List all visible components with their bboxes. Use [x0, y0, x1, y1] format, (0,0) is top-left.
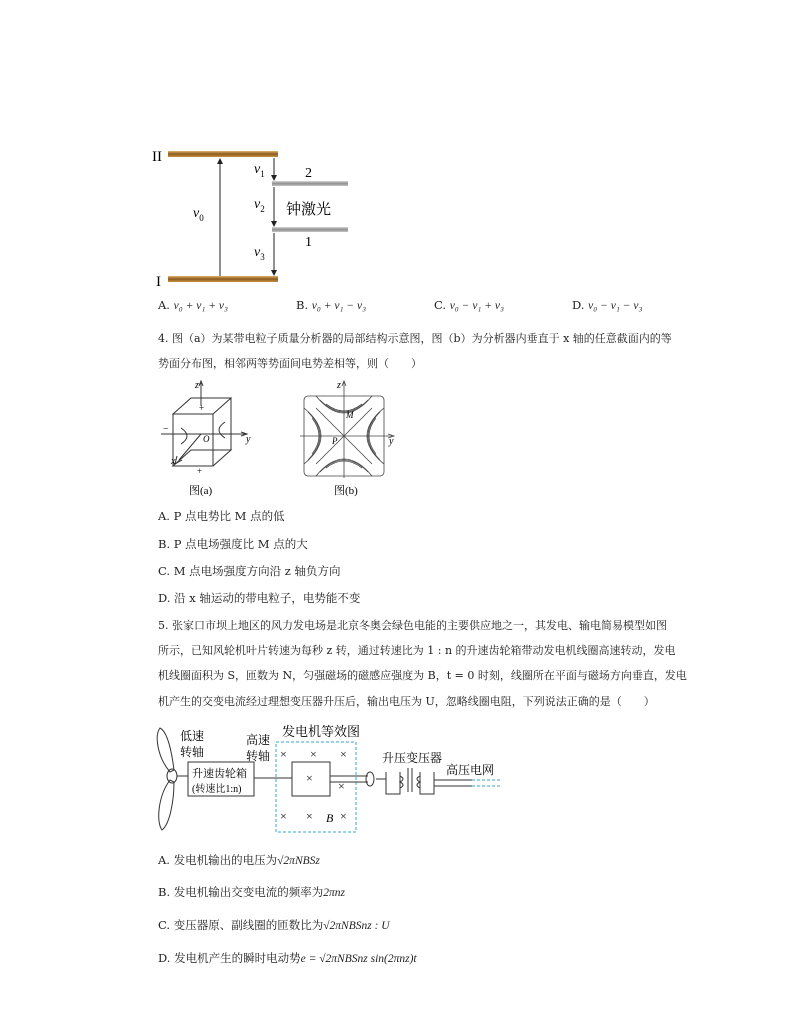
q3-option-c[interactable]: C. v₀ − v₁ + v₃: [434, 298, 505, 312]
q3-figure: [150, 140, 370, 290]
q3-option-a[interactable]: A. v₀ + v₁ + v₃: [158, 298, 228, 312]
plate-1-label: 1: [305, 235, 312, 250]
q5-option-b[interactable]: B. 发电机输出交变电流的频率为2πnz: [158, 885, 346, 899]
q4-option-a[interactable]: A. P 点电势比 M 点的低: [158, 509, 285, 523]
generator-title: 发电机等效图: [282, 724, 361, 739]
field-label: B: [326, 811, 334, 825]
v1-label: v: [254, 162, 261, 177]
transformer-label: 升压变压器: [382, 751, 443, 765]
v2-label: v: [254, 197, 261, 212]
grid-label: 高压电网: [446, 763, 495, 777]
q5-stem-line3: 机线圈面积为 S，匝数为 N，匀强磁场的磁感应强度为 B，t = 0 时刻，线圈所在平面与磁场方向垂直，发电: [158, 669, 687, 682]
fig-b-p: P: [332, 436, 338, 446]
gearbox-label-1: 升速齿轮箱: [192, 768, 247, 780]
q4-stem-line1: 4. 图（a）为某带电粒子质量分析器的局部结构示意图，图（b）为分析器内垂直于 x 轴的任意截面内的等: [158, 332, 672, 345]
v0-sub: 0: [199, 213, 204, 223]
plate-II-label: II: [152, 149, 162, 165]
q3-option-b[interactable]: B. v₀ + v₁ − v₃: [296, 298, 367, 312]
q5-stem-line1: 5. 张家口市坝上地区的风力发电场是北京冬奥会绿色电能的主要供应地之一，其发电、输电简易模型如图: [158, 619, 667, 632]
q5-option-a[interactable]: A. 发电机输出的电压为√2πNBSz: [158, 853, 320, 867]
cross-7: ×: [306, 809, 313, 823]
fan-blade-bottom: [159, 780, 174, 830]
low-speed-label-1: 低速: [180, 729, 205, 743]
plate-I: [168, 276, 278, 282]
fig-b-z: z: [337, 380, 341, 391]
q3-option-d[interactable]: D. v₀ − v₁ − v₃: [572, 298, 643, 312]
q4-option-d[interactable]: D. 沿 x 轴运动的带电粒子，电势能不变: [158, 591, 361, 605]
fig-b-y: y: [389, 436, 394, 447]
cross-3: ×: [340, 747, 347, 761]
fig-a-plus-top: +: [199, 403, 205, 413]
fig-b-m: M: [346, 410, 354, 420]
q5-stem-line2: 所示，已知风轮机叶片转速为每秒 z 转，通过转速比为 1 : n 的升速齿轮箱带动发电机线圈高速转动，发电: [158, 644, 676, 657]
cross-5: ×: [338, 779, 345, 793]
v3-label: v: [254, 245, 261, 260]
cross-8: ×: [340, 809, 347, 823]
cross-4: ×: [306, 771, 313, 785]
fan-blade-top: [157, 728, 174, 772]
cross-6: ×: [280, 809, 287, 823]
high-speed-label-1: 高速: [246, 733, 271, 747]
v0-label: v: [193, 206, 200, 221]
q5-figure: [150, 718, 510, 838]
fig-b-caption: 图(b): [334, 485, 358, 497]
plate-II: [168, 151, 278, 157]
q4-stem-line2: 势面分布图，相邻两等势面间电势差相等，则（ ）: [158, 357, 422, 370]
plate-I-label: I: [156, 274, 161, 290]
high-speed-label-2: 转轴: [246, 749, 271, 763]
svg-text:v1: [254, 162, 265, 179]
fig-a-minus: −: [163, 424, 169, 435]
fig-a-caption: 图(a): [189, 485, 213, 497]
q5-stem-line4: 机产生的交变电流经过理想变压器升压后，输出电压为 U，忽略线圈电阻，下列说法正确的是（ ）: [158, 695, 655, 708]
cross-2: ×: [310, 747, 317, 761]
v3-sub: 3: [260, 252, 265, 262]
q4-option-c[interactable]: C. M 点电场强度方向沿 z 轴负方向: [158, 564, 341, 578]
q5-option-c[interactable]: C. 变压器原、副线圈的匝数比为√2πNBSnz : U: [158, 918, 390, 932]
fig-a-x: x: [171, 456, 176, 467]
laser-label: 钟激光: [286, 202, 332, 218]
v1-sub: 1: [260, 169, 265, 179]
svg-text:v2: [254, 197, 265, 214]
svg-text:v0: [193, 206, 204, 223]
fig-a-y: y: [246, 434, 251, 445]
plate-2-label: 2: [305, 166, 312, 181]
v2-sub: 2: [260, 204, 265, 214]
cross-1: ×: [280, 747, 287, 761]
plate-1: [272, 227, 348, 232]
q4-figure-a: [155, 378, 255, 500]
fig-a-z: z: [195, 380, 199, 391]
plate-2: [272, 181, 348, 186]
gearbox-label-2: (转速比1:n): [192, 784, 242, 795]
q4-option-b[interactable]: B. P 点电场强度比 M 点的大: [158, 537, 308, 551]
q4-figure-b: [296, 378, 400, 500]
svg-text:v3: [254, 245, 265, 262]
low-speed-label-2: 转轴: [180, 745, 205, 759]
fig-a-origin: O: [203, 434, 210, 444]
fig-a-plus-bottom: +: [197, 466, 203, 476]
q5-option-d[interactable]: D. 发电机产生的瞬时电动势e = √2πNBSnz sin(2πnz)t: [158, 951, 417, 965]
